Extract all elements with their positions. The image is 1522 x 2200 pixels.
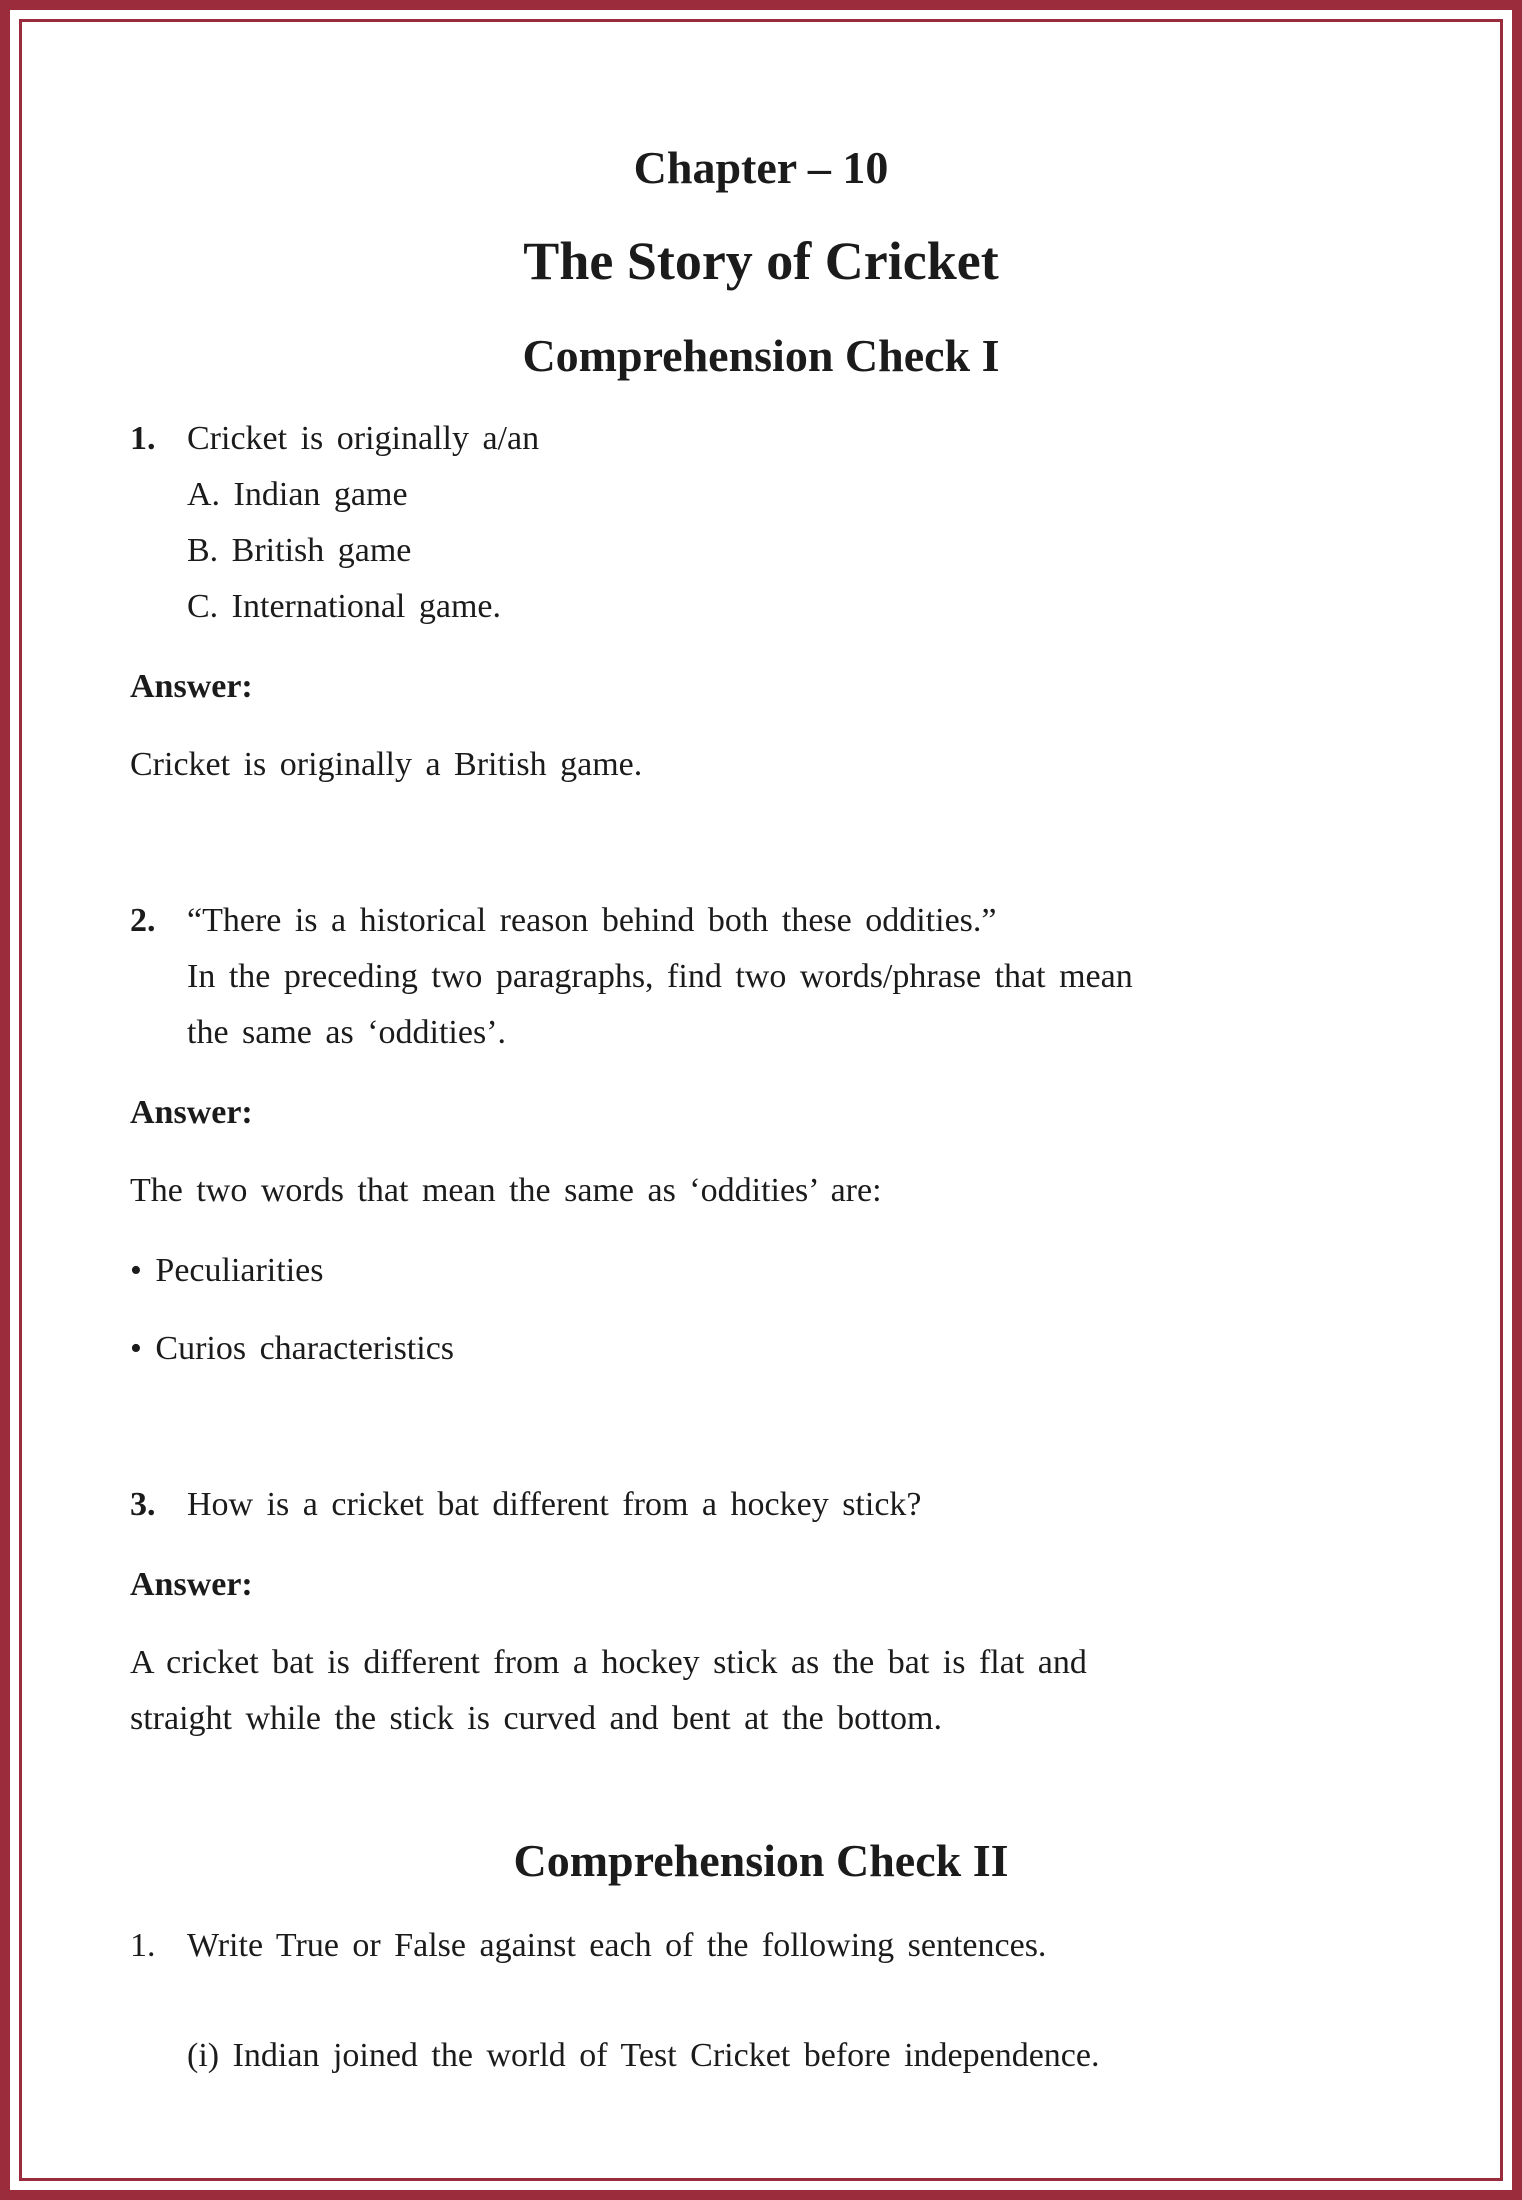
question-2-body bbox=[187, 893, 1392, 1061]
question-1-option-b: B. British game bbox=[187, 532, 412, 570]
section-1-heading: Comprehension Check I bbox=[522, 329, 1000, 381]
question-1-option-c: C. International game. bbox=[187, 588, 502, 626]
question-1-option-a: A. Indian game bbox=[187, 476, 408, 514]
section-2-question-1-number: 1. bbox=[130, 1927, 156, 1965]
answer-1-label: Answer: bbox=[130, 668, 253, 706]
question-2-number: 2. bbox=[130, 902, 156, 940]
question-1 bbox=[130, 411, 1392, 635]
question-1-text: Cricket is originally a/an bbox=[187, 420, 540, 458]
bullet-peculiarities: • Peculiarities bbox=[130, 1252, 324, 1290]
answer-3-label: Answer: bbox=[130, 1566, 253, 1604]
question-2-task-line-1: In the preceding two paragraphs, find two words/phrase that mean bbox=[187, 958, 1133, 996]
answer-3-line-2: straight while the stick is curved and bent at the bottom. bbox=[130, 1700, 942, 1738]
question-3-text: How is a cricket bat different from a hockey stick? bbox=[187, 1486, 922, 1524]
answer-1-text: Cricket is originally a British game. bbox=[130, 746, 643, 784]
question-2-quote-line: “There is a historical reason behind both these oddities.” bbox=[187, 902, 997, 940]
question-2 bbox=[130, 893, 1392, 1061]
chapter-heading: Chapter – 10 bbox=[633, 142, 889, 193]
section-2-question-1-item-i: (i) Indian joined the world of Test Cricket before independence. bbox=[187, 2037, 1100, 2075]
section-2-question-1-text: Write True or False against each of the following sentences. bbox=[187, 1927, 1047, 1965]
document-title: The Story of Cricket bbox=[523, 231, 999, 292]
answer-3-paragraph bbox=[130, 1635, 1392, 1747]
answer-2-intro: The two words that mean the same as ‘oddities’ are: bbox=[130, 1172, 882, 1210]
question-3-body bbox=[187, 1477, 1392, 1533]
answer-3-line-1: A cricket bat is different from a hockey stick as the bat is flat and bbox=[130, 1644, 1087, 1682]
question-1-number: 1. bbox=[130, 420, 156, 458]
section-2-heading: Comprehension Check II bbox=[513, 1835, 1009, 1887]
answer-2-label: Answer: bbox=[130, 1094, 253, 1132]
bullet-curios-characteristics: • Curios characteristics bbox=[130, 1330, 455, 1368]
question-3-number: 3. bbox=[130, 1486, 156, 1524]
page-border-frame bbox=[19, 19, 1503, 2181]
question-1-body bbox=[187, 411, 1392, 635]
section-2-question-1-body bbox=[187, 1918, 1392, 1974]
section-2-question-1 bbox=[130, 1918, 1392, 1974]
question-3 bbox=[130, 1477, 1392, 1533]
question-2-task-line-2: the same as ‘oddities’. bbox=[187, 1014, 507, 1052]
